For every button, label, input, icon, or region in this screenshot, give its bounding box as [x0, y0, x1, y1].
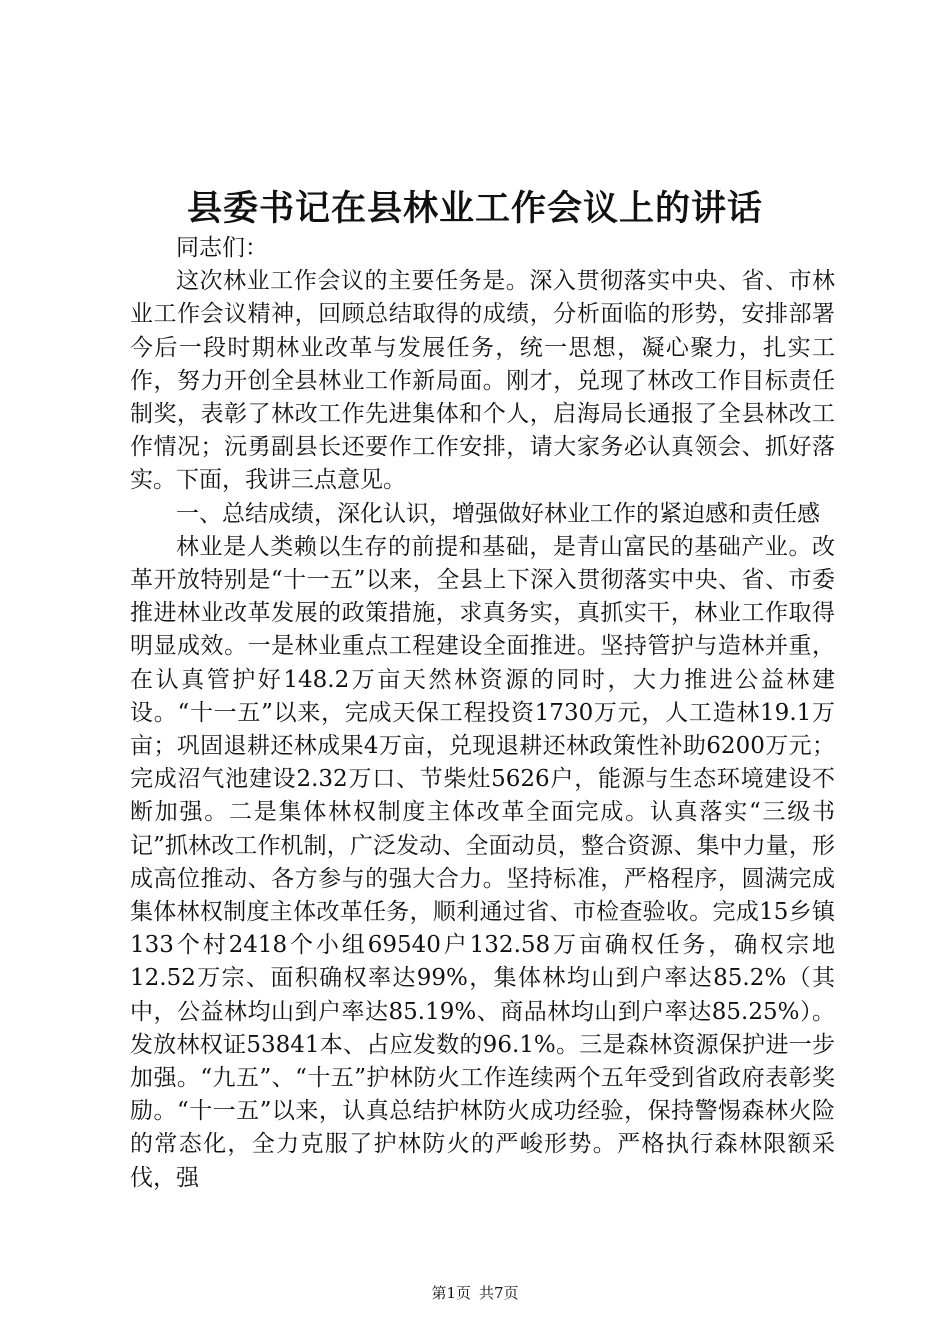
paragraph-intro: 这次林业工作会议的主要任务是。深入贯彻落实中央、省、市林业工作会议精神，回顾总结取得的成绩，分析面临的形势，安排部署今后一段时期林业改革与发展任务，统一思想，凝心聚力，扎实工作，努力开创全县林业工作新局面。刚才，兑现了林改工作目标责任制奖，表彰了林改工作先进集体和个人，启海局长通报了全县林改工作情况；沅勇副县长还要作工作安排，请大家务必认真领会、抓好落实。下面，我讲三点意见。	[130, 268, 835, 494]
document-body	[130, 232, 835, 1195]
page-number: 第1页	[431, 1284, 471, 1302]
page-footer	[0, 1283, 950, 1303]
paragraph-achievements: 林业是人类赖以生存的前提和基础，是青山富民的基础产业。改革开放特别是“十一五”以来，全县上下深入贯彻落实中央、省、市委推进林业改革发展的政策措施，求真务实，真抓实干，林业工作取得明显成效。一是林业重点工程建设全面推进。坚持管护与造林并重，在认真管护好148.2万亩天然林资源的同时，大力推进公益林建设。“十一五”以来，完成天保工程投资1730万元，人工造林19.1万亩；巩固退耕还林成果4万亩，兑现退耕还林政策性补助6200万元；完成沼气池建设2.32万口、节柴灶5626户，能源与生态环境建设不断加强。二是集体林权制度主体改革全面完成。认真落实“三级书记”抓林改工作机制，广泛发动、全面动员，整合资源、集中力量，形成高位推动、各方参与的强大合力。坚持标准，严格程序，圆满完成集体林权制度主体改革任务，顺利通过省、市检查验收。完成15乡镇133个村2418个小组69540户132.58万亩确权任务，确权宗地12.52万宗、面积确权率达99%，集体林均山到户率达85.2%（其中，公益林均山到户率达85.19%、商品林均山到户率达85.25%）。发放林权证53841本、占应发数的96.1%。三是森林资源保护进一步加强。“九五”、“十五”护林防火工作连续两个五年受到省政府表彰奖励。“十一五”以来，认真总结护林防火成功经验，保持警惕森林火险的常态化，全力克服了护林防火的严峻形势。严格执行森林限额采伐，强	[130, 533, 835, 1191]
salutation: 同志们：	[176, 235, 268, 261]
section-heading-1: 一、总结成绩，深化认识，增强做好林业工作的紧迫感和责任感	[176, 500, 820, 527]
page-total: 共7页	[479, 1284, 519, 1302]
document-title: 县委书记在县林业工作会议上的讲话	[186, 188, 763, 229]
